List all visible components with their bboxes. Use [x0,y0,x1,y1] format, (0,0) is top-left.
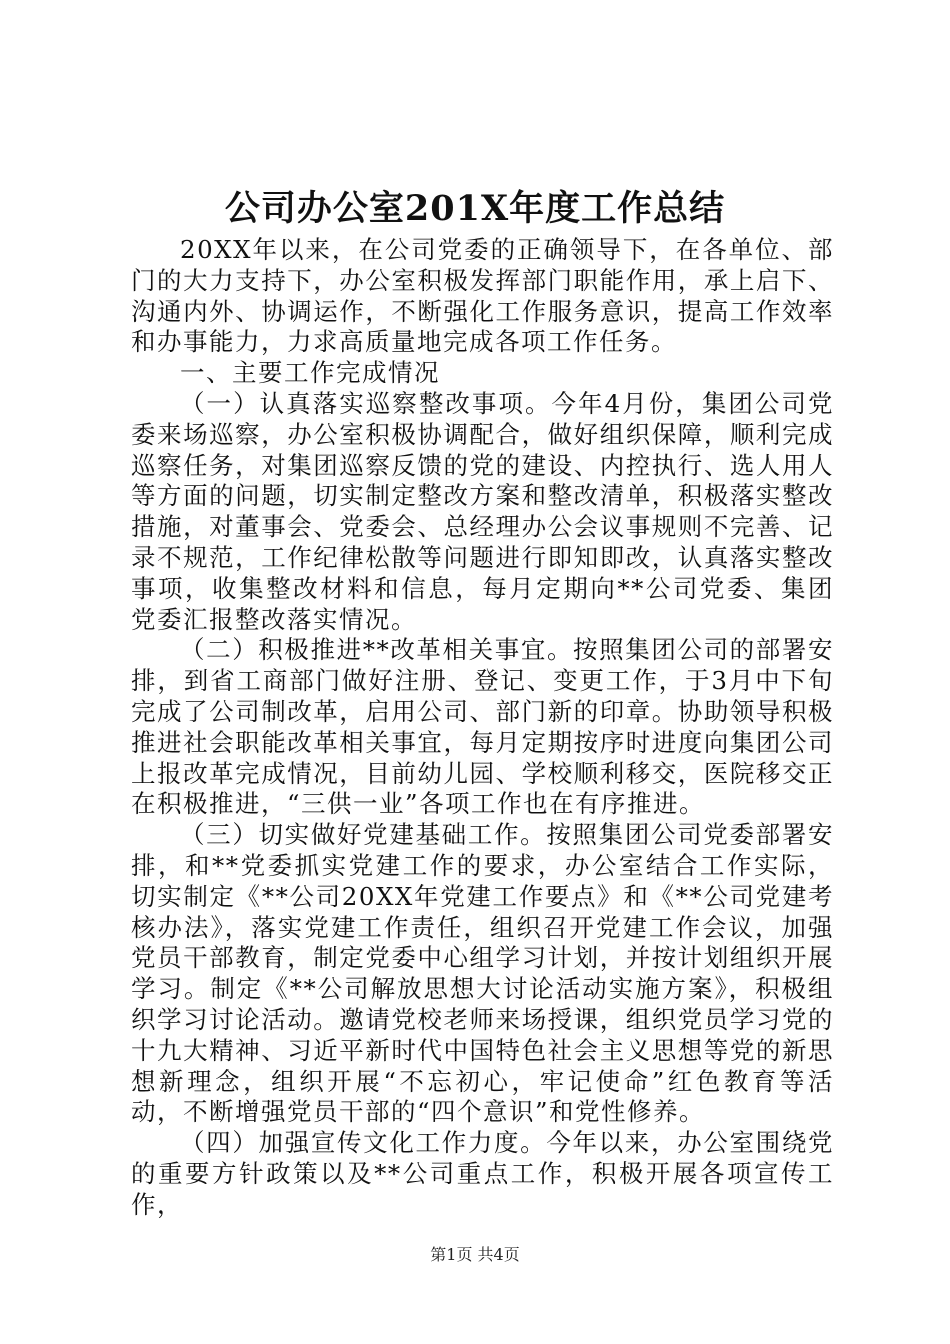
document-title: 公司办公室201X年度工作总结 [224,188,726,229]
paragraph-item-3: （三）切实做好党建基础工作。按照集团公司党委部署安排，和**党委抓实党建工作的要求，办公室结合工作实际，切实制定《**公司20XX年党建工作要点》和《**公司党建考核办法》，落实党建工作责任，组织召开党建工作会议，加强党员干部教育，制定党委中心组学习计划，并按计划组织开展学习。制定《**公司解放思想大讨论活动实施方案》，积极组织学习讨论活动。邀请党校老师来场授课，组织党员学习党的十九大精神、习近平新时代中国特色社会主义思想等党的新思想新理念，组织开展“不忘初心，牢记使命”红色教育等活动，不断增强党员干部的“四个意识”和党性修养。 [131,820,834,1127]
paragraph-item-1: （一）认真落实巡察整改事项。今年4月份，集团公司党委来场巡察，办公室积极协调配合，做好组织保障，顺利完成巡察任务，对集团巡察反馈的党的建设、内控执行、选人用人等方面的问题，切实制定整改方案和整改清单，积极落实整改措施，对董事会、党委会、总经理办公会议事规则不完善、记录不规范，工作纪律松散等问题进行即知即改，认真落实整改事项，收集整改材料和信息，每月定期向**公司党委、集团党委汇报整改落实情况。 [131,388,834,634]
document-body [131,235,834,1221]
intro-paragraph: 20XX年以来，在公司党委的正确领导下，在各单位、部门的大力支持下，办公室积极发挥部门职能作用，承上启下、沟通内外、协调运作，不断强化工作服务意识，提高工作效率和办事能力，力求高质量地完成各项工作任务。 [131,235,834,357]
section-heading: 一、主要工作完成情况 [180,358,440,388]
page-footer: 第1页 共4页 [430,1245,520,1264]
paragraph-item-4: （四）加强宣传文化工作力度。今年以来，办公室围绕党的重要方针政策以及**公司重点工作，积极开展各项宣传工作， [131,1128,834,1219]
paragraph-item-2: （二）积极推进**改革相关事宜。按照集团公司的部署安排，到省工商部门做好注册、登记、变更工作，于3月中下旬完成了公司制改革，启用公司、部门新的印章。协助领导积极推进社会职能改革相关事宜，每月定期按序时进度向集团公司上报改革完成情况，目前幼儿园、学校顺利移交，医院移交正在积极推进，“三供一业”各项工作也在有序推进。 [131,635,834,819]
